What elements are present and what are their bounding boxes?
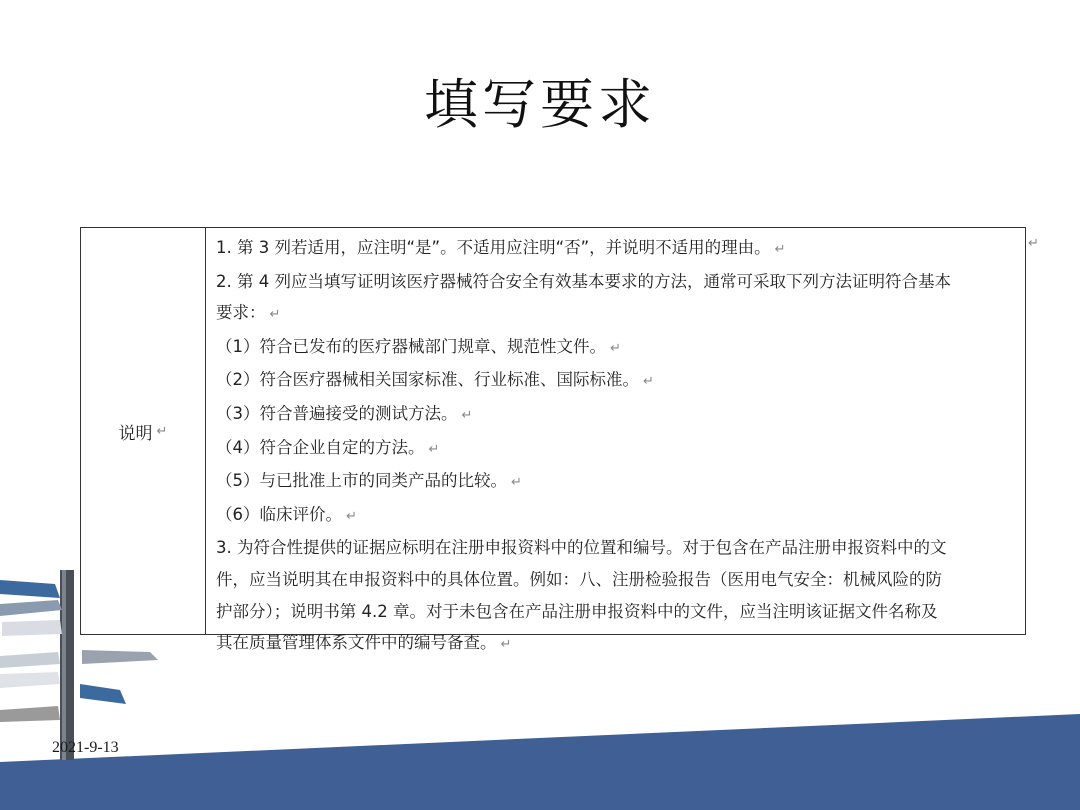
table-label: 说明: [118, 423, 153, 444]
content-line: （6）临床评价。 ↵: [216, 504, 357, 524]
signpost-illustration: [0, 560, 170, 760]
paragraph-mark-icon: ↵: [500, 637, 512, 653]
paragraph-mark-icon: ↵: [610, 340, 621, 356]
paragraph-mark-icon: ↵: [511, 475, 522, 491]
sign-board: [80, 684, 126, 704]
content-line: 要求： ↵: [216, 303, 281, 323]
content-line: 护部分）；说明书第 4.2 章。对于未包含在产品注册申报资料中的文件，应当注明该证据文件名称及: [216, 601, 938, 621]
content-line: 2. 第 4 列应当填写证明该医疗器械符合安全有效基本要求的方法，通常可采取下列方法证明符合基本: [216, 271, 951, 291]
paragraph-mark-icon: ↵: [774, 242, 786, 257]
sign-board: [0, 580, 60, 598]
content-line: （4）符合企业自定的方法。 ↵: [216, 437, 440, 457]
content-line: 件，应当说明其在申报资料中的具体位置。例如：八、注册检验报告（医用电气安全：机械风险的防: [216, 569, 942, 589]
table-content-cell: [206, 228, 1025, 653]
sign-board: [2, 620, 62, 636]
paragraph-mark-icon: ↵: [269, 307, 281, 323]
paragraph-mark-icon: ↵: [643, 374, 654, 390]
sign-board: [82, 650, 158, 664]
content-line: （1）符合已发布的医疗器械部门规章、规范性文件。 ↵: [216, 336, 621, 356]
paragraph-mark-icon: ↵: [346, 508, 357, 524]
sign-board: [0, 600, 62, 616]
slide-title: 填写要求: [424, 73, 656, 136]
paragraph-mark-icon: ↵: [428, 441, 440, 457]
content-line: （2）符合医疗器械相关国家标准、行业标准、国际标准。 ↵: [216, 370, 654, 390]
sign-board: [0, 652, 60, 668]
content-line: 其在质量管理体系文件中的编号备查。 ↵: [216, 633, 512, 653]
content-line: （5）与已批准上市的同类产品的比较。 ↵: [216, 471, 522, 491]
content-line: （3）符合普遍接受的测试方法。 ↵: [216, 403, 473, 423]
slide-date: 2021-9-13: [52, 739, 119, 756]
content-line: 3. 为符合性提供的证据应标明在注册申报资料中的位置和编号。对于包含在产品注册申报资料中的文: [216, 538, 947, 558]
sign-board: [0, 706, 60, 722]
paragraph-mark-icon: ↵: [156, 423, 168, 439]
content-line: 1. 第 3 列若适用，应注明“是”。不适用应注明“否”，并说明不适用的理由。 ↵: [216, 238, 786, 257]
requirements-table: [80, 227, 1026, 653]
row-end-mark-icon: ↵: [1028, 236, 1039, 251]
sign-board: [0, 672, 60, 688]
paragraph-mark-icon: ↵: [461, 407, 473, 423]
